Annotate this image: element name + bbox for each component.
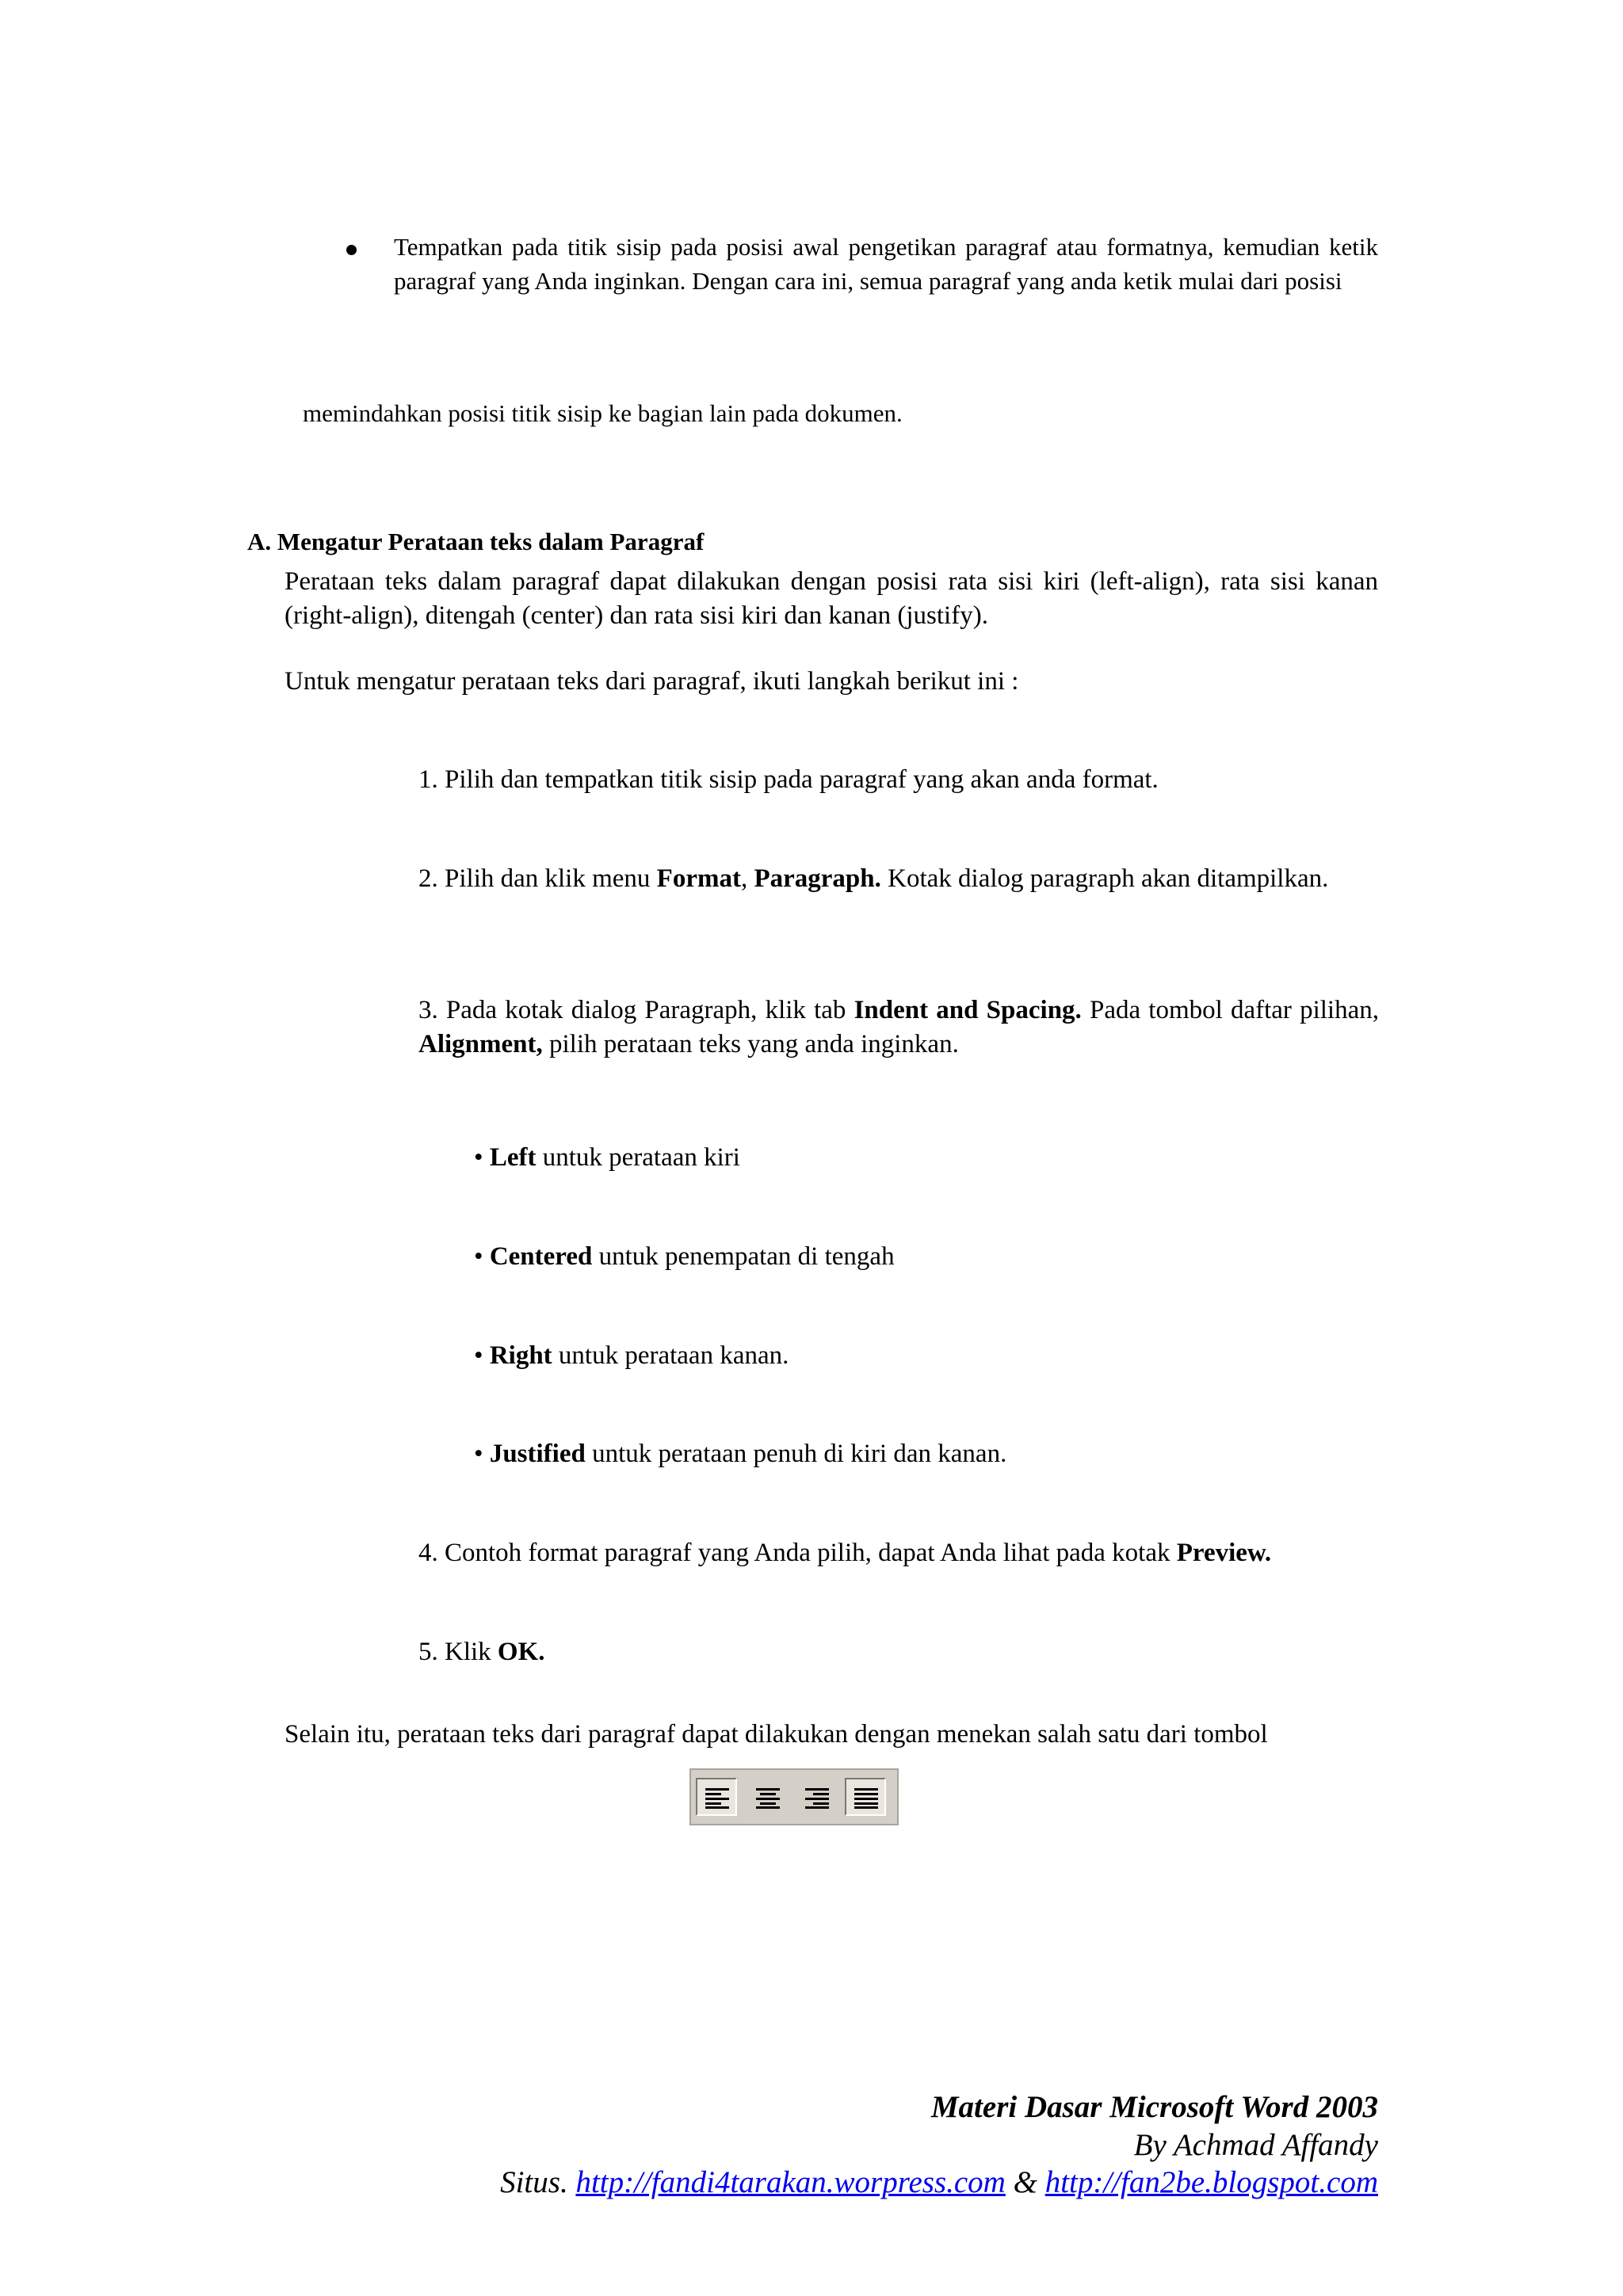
- align-left-button[interactable]: [696, 1778, 737, 1816]
- align-center-button[interactable]: [747, 1778, 788, 1816]
- align-left-icon: [704, 1785, 731, 1810]
- continuation-text: memindahkan posisi titik sisip ke bagian lain pada dokumen.: [303, 399, 903, 427]
- step-2: 2. Pilih dan klik menu Format, Paragraph. Kotak dialog paragraph akan ditampilkan.: [418, 864, 1329, 893]
- step-1: 1. Pilih dan tempatkan titik sisip pada paragraf yang akan anda format.: [418, 765, 1159, 794]
- step-4: 4. Contoh format paragraf yang Anda pilih, dapat Anda lihat pada kotak Preview.: [418, 1539, 1272, 1567]
- step-5: 5. Klik OK.: [418, 1638, 545, 1666]
- footer-link-blogspot[interactable]: http://fan2be.blogspot.com: [1044, 2165, 1378, 2199]
- section-heading: A. Mengatur Perataan teks dalam Paragraf: [247, 528, 705, 555]
- align-justify-button[interactable]: [845, 1778, 886, 1816]
- option-justified: • Justified untuk perataan penuh di kiri dan kanan.: [474, 1440, 1007, 1468]
- align-right-icon: [804, 1785, 831, 1810]
- footer-link-wordpress[interactable]: http://fandi4tarakan.worpress.com: [575, 2165, 1006, 2199]
- bullet-dot: [346, 245, 357, 255]
- top-bullet-paragraph: Tempatkan pada titik sisip pada posisi awal pengetikan paragraf atau formatnya, kemudian ketik paragraf yang Anda inginkan. Dengan cara ini, semua paragraf yang anda ketik mulai dari posisi: [394, 233, 1378, 295]
- footer-title: Materi Dasar Microsoft Word 2003: [930, 2090, 1378, 2124]
- step-3: 3. Pada kotak dialog Paragraph, klik tab Indent and Spacing. Pada tombol daftar pilihan, Alignment, pilih perataan teks yang anda inginkan.: [418, 996, 1380, 1058]
- option-left: • Left untuk perataan kiri: [474, 1143, 740, 1172]
- option-right: • Right untuk perataan kanan.: [474, 1341, 789, 1370]
- option-centered: • Centered untuk penempatan di tengah: [474, 1242, 895, 1271]
- closing-text: Selain itu, perataan teks dari paragraf dapat dilakukan dengan menekan salah satu dari tombol: [285, 1720, 1268, 1749]
- align-justify-icon: [853, 1785, 880, 1810]
- align-right-button[interactable]: [796, 1778, 837, 1816]
- align-center-icon: [754, 1785, 781, 1810]
- footer-site: Situs. http://fandi4tarakan.worpress.com & http://fan2be.blogspot.com: [500, 2165, 1378, 2199]
- steps-intro: Untuk mengatur perataan teks dari paragraf, ikuti langkah berikut ini :: [285, 667, 1019, 696]
- section-intro: Perataan teks dalam paragraf dapat dilakukan dengan posisi rata sisi kiri (left-align), rata sisi kanan (right-align), ditengah (center) dan rata sisi kiri dan kanan (justify).: [285, 567, 1378, 630]
- footer-author: By Achmad Affandy: [1133, 2128, 1378, 2162]
- alignment-toolbar: [689, 1768, 899, 1825]
